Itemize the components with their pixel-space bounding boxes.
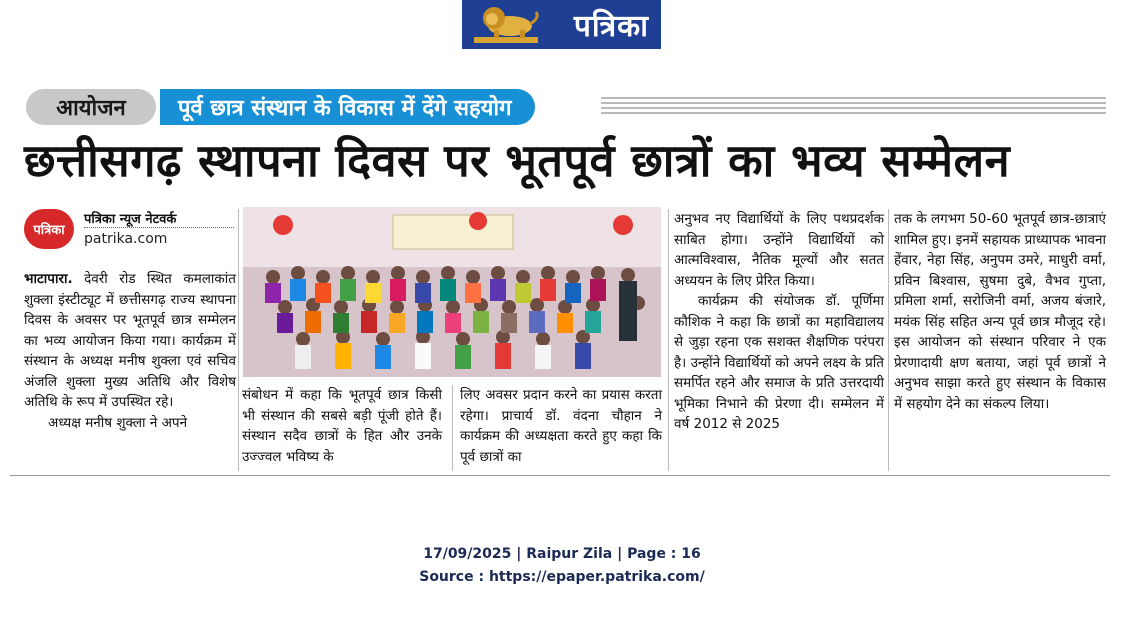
kicker-tag: आयोजन (26, 89, 156, 125)
footer-edition-info: 17/09/2025 | Raipur Zila | Page : 16 (423, 546, 701, 562)
group-photo-illustration (243, 207, 661, 377)
headline: छत्तीसगढ़ स्थापना दिवस पर भूतपूर्व छात्रों का भव्य सम्मेलन (24, 134, 1011, 187)
article-column-4 (674, 209, 884, 435)
group-photo (243, 207, 661, 377)
lion-icon (470, 4, 542, 46)
footer-source-link[interactable]: Source : https://epaper.patrika.com/ (419, 569, 705, 585)
article-paragraph: कार्यक्रम की संयोजक डॉ. पूर्णिमा कौशिक ने कहा कि छात्रों का महाविद्यालय से जुड़ा रहना एक सशक्त शैक्षणिक परंपरा है। उन्होंने विद्यार्थियों को अपने लक्ष्य के प्रति समर्पित रहने और समाज के प्रति उत्तरदायी भूमिका निभाने की प्रेरणा दी। सम्मेलन में वर्ष 2012 से 2025 (674, 293, 884, 432)
article-column-3 (460, 385, 662, 467)
article-column-1 (24, 269, 236, 433)
article-paragraph: लिए अवसर प्रदान करने का प्रयास करता रहेगा। प्राचार्य डॉ. वंदना चौहान ने कार्यक्रम की अध्यक्षता करते हुए कहा कि पूर्व छात्रों का (460, 387, 662, 465)
article-paragraph: संबोधन में कहा कि भूतपूर्व छात्र किसी भी संस्थान की सबसे बड़ी पूंजी होते हैं। संस्थान सदैव छात्रों के हित और उनके उज्ज्वल भविष्य के (242, 387, 442, 465)
dateline: भाटापारा. (24, 271, 73, 287)
byline (24, 205, 234, 255)
article-paragraph: अध्यक्ष मनीष शुक्ला ने अपने (48, 414, 188, 431)
byline-agency: पत्रिका न्यूज नेटवर्क (84, 212, 177, 227)
patrika-badge: पत्रिका (24, 209, 74, 249)
byline-site: patrika.com (84, 231, 168, 247)
kicker-row (26, 89, 1106, 125)
masthead (462, 0, 661, 49)
kicker-rule-lines (601, 97, 1106, 117)
news-clipping (10, 69, 1110, 476)
masthead-brand: पत्रिका (573, 9, 649, 44)
column-divider (238, 209, 239, 471)
byline-divider (84, 227, 234, 228)
article-paragraph: देवरी रोड स्थित कमलाकांत शुक्ला इंस्टीट्यूट में छत्तीसगढ़ राज्य स्थापना दिवस के अवसर पर भूतपूर्व छात्र सम्मेलन का भव्य आयोजन किया गया। कार्यक्रम में संस्थान के अध्यक्ष मनीष शुक्ला एवं सचिव अंजलि शुक्ला मुख्य अतिथि और विशेष अतिथि के रूप में उपस्थित रहे। (24, 271, 236, 410)
article-column-2 (242, 385, 442, 467)
column-divider (668, 209, 669, 471)
article-paragraph: अनुभव नए विद्यार्थियों के लिए पथप्रदर्शक साबित होगा। उन्होंने विद्यार्थियों को आत्मविश्वास, नैतिक मूल्यों और सतत अध्ययन के लिए प्रेरित किया। (674, 211, 884, 289)
article-column-5 (894, 209, 1106, 414)
column-divider (452, 385, 453, 471)
article-paragraph: तक के लगभग 50-60 भूतपूर्व छात्र-छात्राएं शामिल हुए। इनमें सहायक प्राध्यापक भावना हेंवार, नेहा सिंह, अनुपम उमरे, माधुरी वर्मा, प्रविन बिश्वास, सुषमा दुबे, वैभव गुप्ता, प्रमिला शर्मा, सरोजिनी वर्मा, अजय बंजारे, मयंक सिंह सहित अन्य पूर्व छात्र मौजूद रहे। इस आयोजन को संस्थान परिवार ने एक प्रेरणादायी क्षण बताया, जहां पूर्व छात्रों ने अनुभव साझा करते हुए संस्थान के विकास में सहयोग देने का संकल्प लिया। (894, 211, 1106, 412)
kicker-headline: पूर्व छात्र संस्थान के विकास में देंगे सहयोग (160, 89, 535, 125)
column-divider (888, 209, 889, 471)
